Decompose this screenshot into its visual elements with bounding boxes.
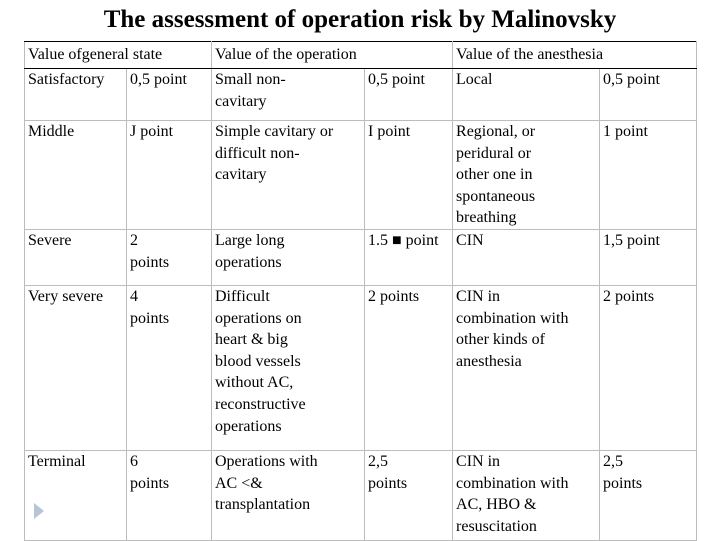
anesthesia-cell: Local bbox=[453, 69, 600, 121]
anesthesia-line: peridural or bbox=[456, 144, 532, 162]
operation-cell bbox=[212, 121, 365, 230]
table-row-middle bbox=[25, 121, 697, 230]
anesthesia-line: CIN in bbox=[456, 453, 501, 470]
anesthesia-points-cell: 0,5 point bbox=[600, 69, 697, 121]
state-points-cell: 6 points bbox=[127, 451, 212, 541]
operation-line: operations bbox=[215, 417, 282, 435]
state-cell: Severe bbox=[25, 230, 127, 286]
anesthesia-line: combination with bbox=[456, 309, 569, 327]
operation-cell bbox=[212, 286, 365, 451]
anesthesia-line: other one in bbox=[456, 166, 533, 184]
operation-line: AC <& bbox=[215, 474, 263, 492]
operation-cell bbox=[212, 69, 365, 121]
operation-line: Difficult bbox=[215, 288, 270, 305]
operation-line: reconstructive bbox=[215, 395, 306, 413]
operation-line: cavitary bbox=[215, 166, 267, 184]
anesthesia-line: anesthesia bbox=[456, 352, 522, 370]
operation-points-cell: 1.5 ■ point bbox=[365, 230, 453, 286]
anesthesia-cell bbox=[453, 121, 600, 230]
operation-cell bbox=[212, 230, 365, 286]
anesthesia-points-cell: 1 point bbox=[600, 121, 697, 230]
operation-points-cell: 2 points bbox=[365, 286, 453, 451]
anesthesia-line: other kinds of bbox=[456, 331, 545, 349]
operation-line: Operations with bbox=[215, 453, 318, 470]
anesthesia-cell bbox=[453, 286, 600, 451]
state-points-cell: 0,5 point bbox=[127, 69, 212, 121]
state-cell: Middle bbox=[25, 121, 127, 230]
operation-line: Small non- bbox=[215, 71, 286, 88]
anesthesia-points-cell: 2 points bbox=[600, 286, 697, 451]
anesthesia-line: breathing bbox=[456, 209, 517, 227]
operation-line: transplantation bbox=[215, 496, 311, 514]
state-points-cell: 2 points bbox=[127, 230, 212, 286]
operation-line: operations on bbox=[215, 309, 302, 327]
operation-cell bbox=[212, 451, 365, 541]
state-points-cell: 4 points bbox=[127, 286, 212, 451]
header-state: Value ofgeneral state bbox=[25, 42, 212, 69]
state-cell: Very severe bbox=[25, 286, 127, 451]
operation-line: operations bbox=[215, 253, 282, 271]
state-cell: Terminal bbox=[25, 451, 127, 541]
table-row-very-severe bbox=[25, 286, 697, 451]
header-anesthesia: Value of the anesthesia bbox=[453, 42, 697, 69]
anesthesia-line: CIN in bbox=[456, 288, 501, 305]
operation-points-cell: I point bbox=[365, 121, 453, 230]
table-row-severe bbox=[25, 230, 697, 286]
anesthesia-line: combination with bbox=[456, 474, 569, 492]
state-points-cell: J point bbox=[127, 121, 212, 230]
table-row-satisfactory bbox=[25, 69, 697, 121]
header-operation: Value of the operation bbox=[212, 42, 453, 69]
state-cell: Satisfactory bbox=[25, 69, 127, 121]
anesthesia-line: AC, HBO & bbox=[456, 496, 537, 514]
operation-line: Large long bbox=[215, 232, 285, 249]
operation-line: Simple cavitary or bbox=[215, 123, 334, 140]
table-row-terminal bbox=[25, 451, 697, 541]
slide-nav-arrow-icon[interactable] bbox=[34, 503, 44, 519]
operation-line: blood vessels bbox=[215, 352, 301, 370]
risk-table bbox=[24, 41, 697, 541]
slide-title: The assessment of operation risk by Malinovsky bbox=[103, 6, 617, 33]
anesthesia-cell bbox=[453, 451, 600, 541]
operation-points-cell: 2,5 points bbox=[365, 451, 453, 541]
operation-line: without AC, bbox=[215, 374, 294, 392]
anesthesia-line: Regional, or bbox=[456, 123, 536, 140]
operation-line: cavitary bbox=[215, 92, 267, 110]
operation-points-cell: 0,5 point bbox=[365, 69, 453, 121]
anesthesia-points-cell: 1,5 point bbox=[600, 230, 697, 286]
anesthesia-cell: CIN bbox=[453, 230, 600, 286]
header-row bbox=[25, 42, 697, 69]
anesthesia-line: spontaneous bbox=[456, 187, 536, 205]
anesthesia-points-cell: 2,5 points bbox=[600, 451, 697, 541]
anesthesia-line: resuscitation bbox=[456, 517, 537, 535]
operation-line: difficult non- bbox=[215, 144, 300, 162]
operation-line: heart & big bbox=[215, 331, 288, 349]
